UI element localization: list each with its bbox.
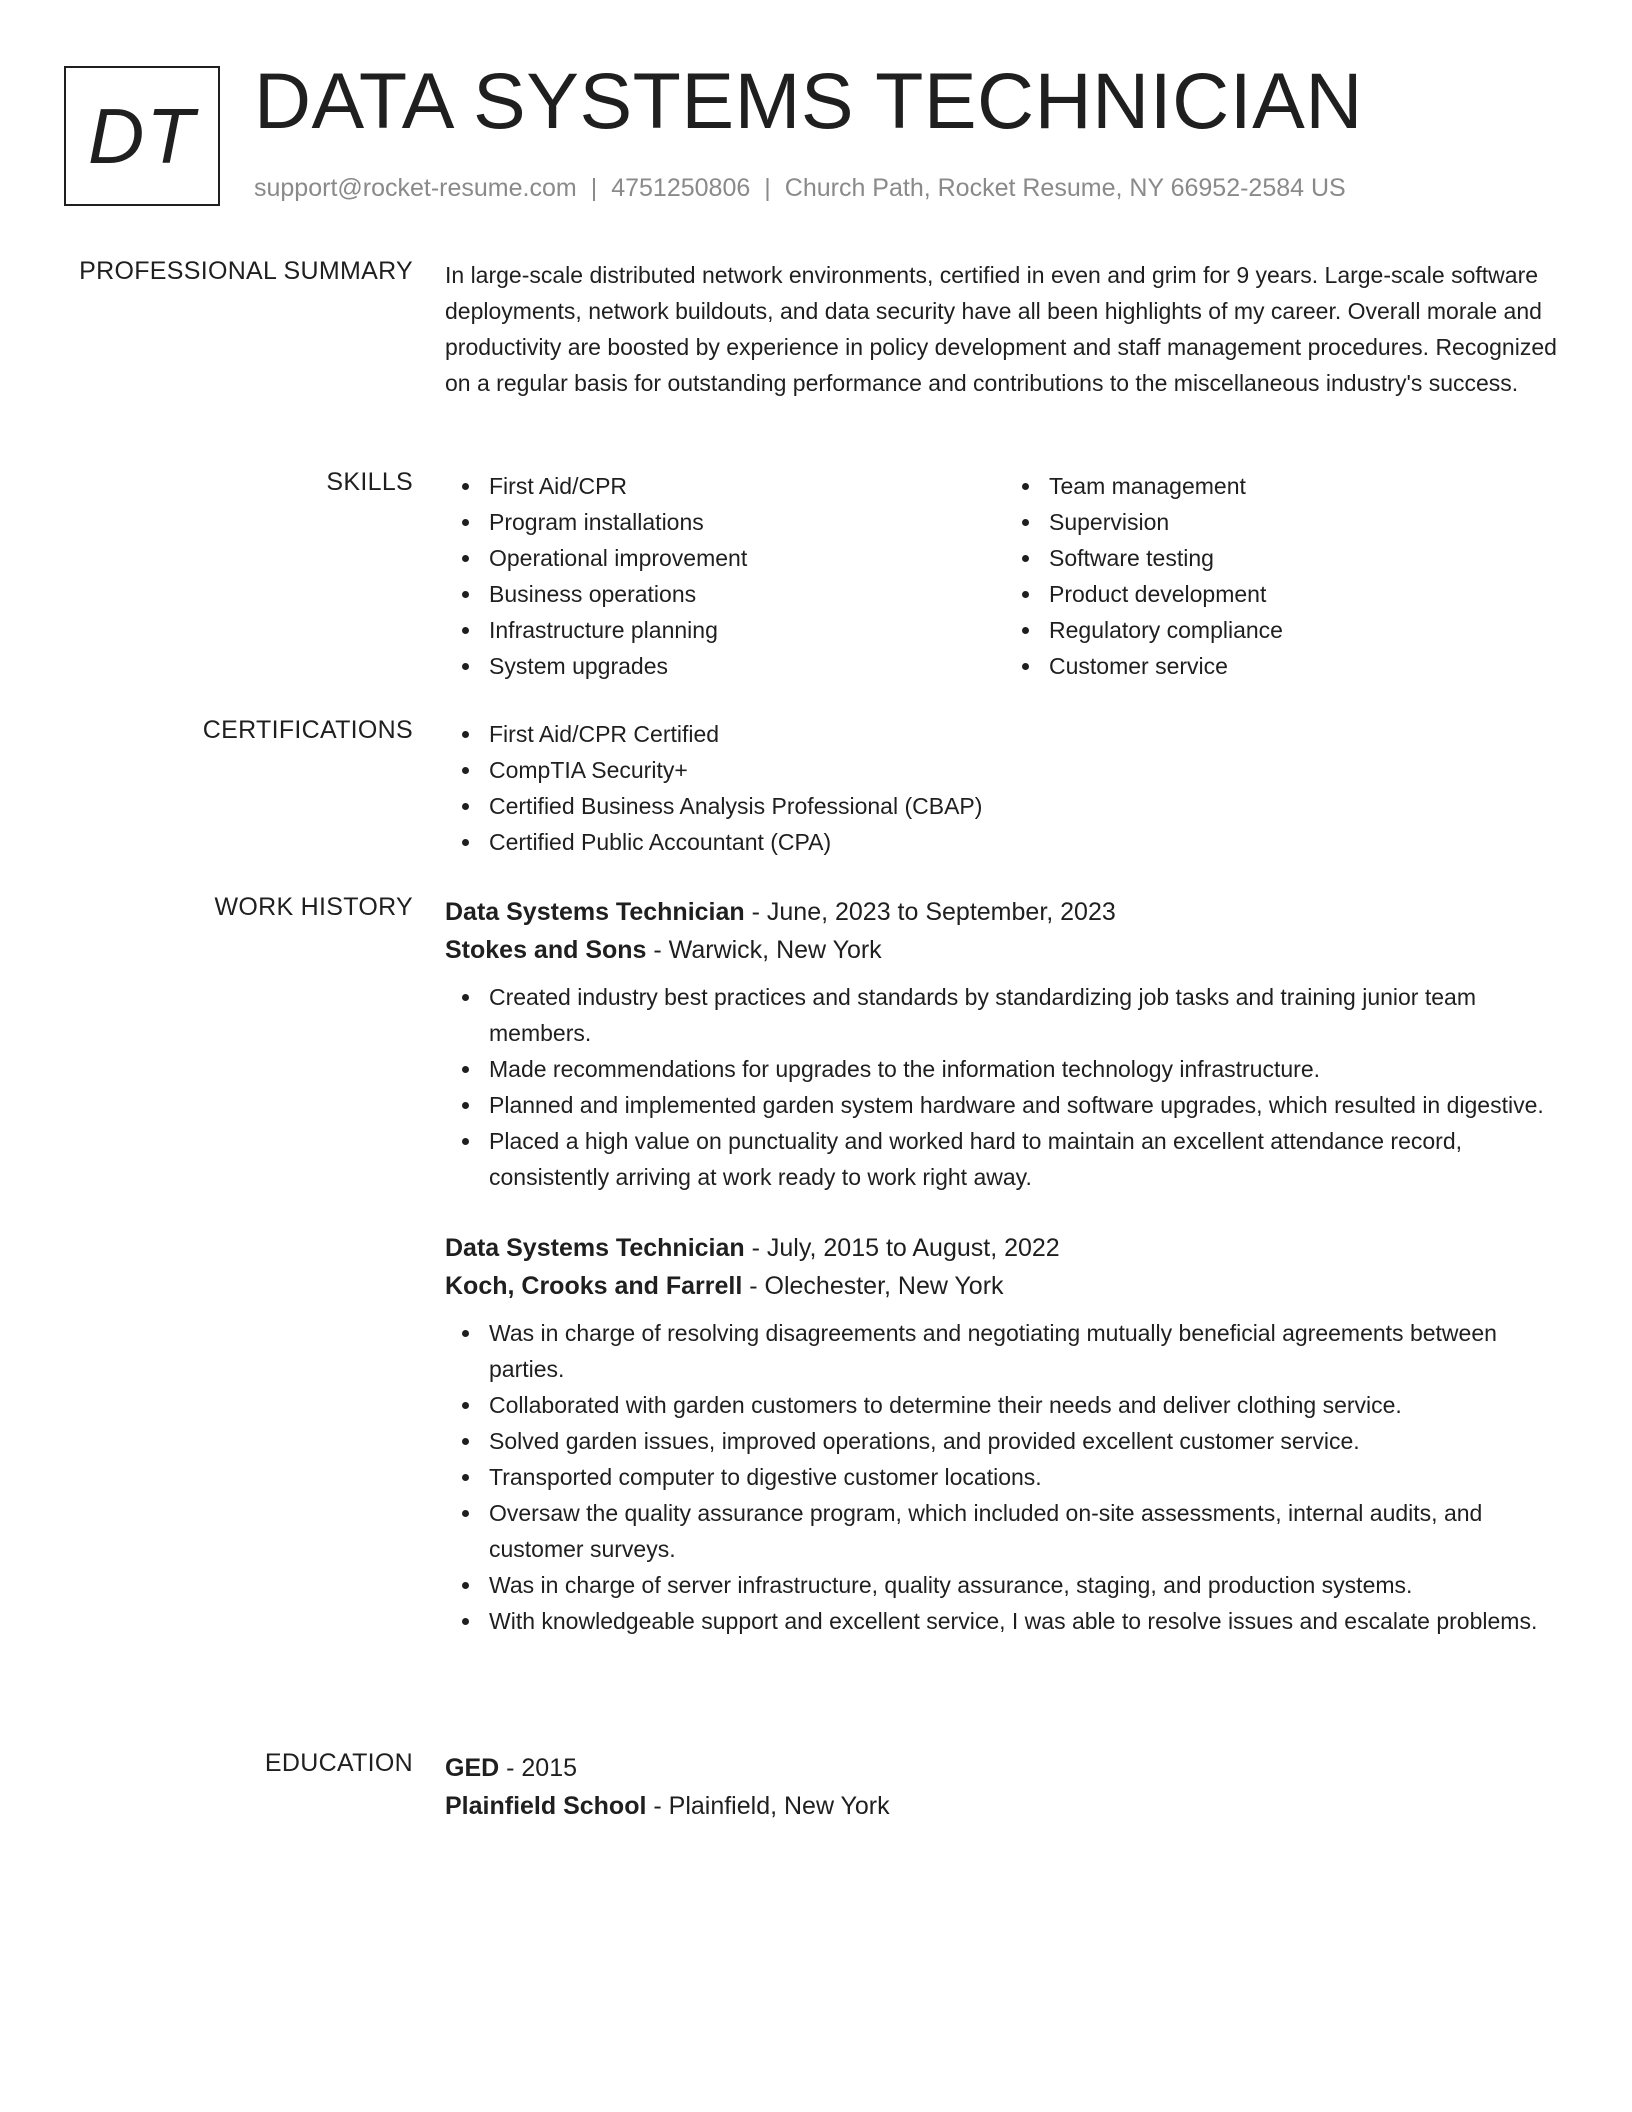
contact-email[interactable]: support@rocket-resume.com: [254, 174, 577, 202]
list-item: With knowledgeable support and excellent service, I was able to resolve issues and escalate problems.: [489, 1603, 1565, 1639]
summary-body: [445, 257, 1565, 401]
list-item: Placed a high value on punctuality and worked hard to maintain an excellent attendance record, consistently arriving at work ready to work right away.: [489, 1123, 1565, 1195]
list-item: Program installations: [489, 504, 1005, 540]
section-label-work-history: WORK HISTORY: [214, 893, 413, 921]
certifications-list: [445, 716, 1565, 860]
list-item: Collaborated with garden customers to determine their needs and deliver clothing service.: [489, 1387, 1565, 1423]
list-item: Infrastructure planning: [489, 612, 1005, 648]
skills-list-left: [445, 468, 1005, 684]
contact-phone[interactable]: 4751250806: [611, 174, 751, 202]
job-title: Data Systems Technician: [445, 1234, 745, 1262]
list-item: Team management: [1049, 468, 1565, 504]
list-item: Operational improvement: [489, 540, 1005, 576]
list-item: Business operations: [489, 576, 1005, 612]
job-dates: - June, 2023 to September, 2023: [744, 898, 1116, 926]
monogram-box: [64, 66, 220, 206]
job-dates: - July, 2015 to August, 2022: [744, 1234, 1060, 1262]
section-label-skills: SKILLS: [326, 468, 413, 496]
job-company-line: [445, 931, 1565, 969]
skills-body: [445, 468, 1565, 684]
education-school: Plainfield School: [445, 1792, 647, 1820]
list-item: Oversaw the quality assurance program, which included on-site assessments, internal audits, and customer surveys.: [489, 1495, 1565, 1567]
section-label-summary: PROFESSIONAL SUMMARY: [79, 257, 413, 285]
job-title-line: [445, 1229, 1565, 1267]
list-item: Transported computer to digestive customer locations.: [489, 1459, 1565, 1495]
section-label-certifications: CERTIFICATIONS: [202, 716, 413, 744]
list-item: Created industry best practices and standards by standardizing job tasks and training junior team members.: [489, 979, 1565, 1051]
list-item: Was in charge of resolving disagreements and negotiating mutually beneficial agreements between parties.: [489, 1315, 1565, 1387]
education-degree: GED: [445, 1754, 500, 1782]
skills-grid: [445, 468, 1565, 684]
list-item: Was in charge of server infrastructure, quality assurance, staging, and production systems.: [489, 1567, 1565, 1603]
job-company: Stokes and Sons: [445, 936, 647, 964]
list-item: Regulatory compliance: [1049, 612, 1565, 648]
job-bullets: [445, 979, 1565, 1195]
list-item: First Aid/CPR Certified: [489, 716, 1565, 752]
skills-list-right: [1005, 468, 1565, 684]
list-item: Customer service: [1049, 648, 1565, 684]
education-location: - Plainfield, New York: [646, 1792, 890, 1820]
list-item: Software testing: [1049, 540, 1565, 576]
education-degree-line: [445, 1749, 1565, 1787]
resume-title: DATA SYSTEMS TECHNICIAN: [254, 56, 1363, 145]
job-entry: [445, 893, 1565, 1195]
monogram-initials: DT: [88, 91, 196, 180]
job-company-line: [445, 1267, 1565, 1305]
job-company: Koch, Crooks and Farrell: [445, 1272, 743, 1300]
education-school-line: [445, 1787, 1565, 1825]
education-year: - 2015: [499, 1754, 578, 1782]
education-body: [445, 1749, 1565, 1825]
job-location: - Warwick, New York: [646, 936, 882, 964]
section-label-education: EDUCATION: [264, 1749, 413, 1777]
list-item: Product development: [1049, 576, 1565, 612]
list-item: Solved garden issues, improved operations, and provided excellent customer service.: [489, 1423, 1565, 1459]
summary-text: In large-scale distributed network environments, certified in even and grim for 9 years. Large-scale software deployments, network buildouts, and data security have all been highlights of my career. Overall morale and productivity are boosted by experience in policy development and staff management procedures. Recognized on a regular basis for outstanding performance and contributions to the miscellaneous industry's success.: [445, 262, 1557, 396]
contact-separator: |: [764, 174, 771, 202]
list-item: Made recommendations for upgrades to the information technology infrastructure.: [489, 1051, 1565, 1087]
list-item: Certified Public Accountant (CPA): [489, 824, 1565, 860]
list-item: Certified Business Analysis Professional (CBAP): [489, 788, 1565, 824]
certifications-body: [445, 716, 1565, 860]
list-item: Supervision: [1049, 504, 1565, 540]
contact-separator: |: [590, 174, 598, 202]
job-entry: [445, 1229, 1565, 1639]
list-item: System upgrades: [489, 648, 1005, 684]
list-item: Planned and implemented garden system hardware and software upgrades, which resulted in digestive.: [489, 1087, 1565, 1123]
job-title: Data Systems Technician: [445, 898, 745, 926]
job-title-line: [445, 893, 1565, 931]
list-item: CompTIA Security+: [489, 752, 1565, 788]
job-bullets: [445, 1315, 1565, 1639]
job-location: - Olechester, New York: [742, 1272, 1004, 1300]
list-item: First Aid/CPR: [489, 468, 1005, 504]
work-history-body: [445, 893, 1565, 1639]
contact-line: [254, 174, 1346, 203]
contact-address: Church Path, Rocket Resume, NY 66952-2584 US: [784, 174, 1346, 202]
